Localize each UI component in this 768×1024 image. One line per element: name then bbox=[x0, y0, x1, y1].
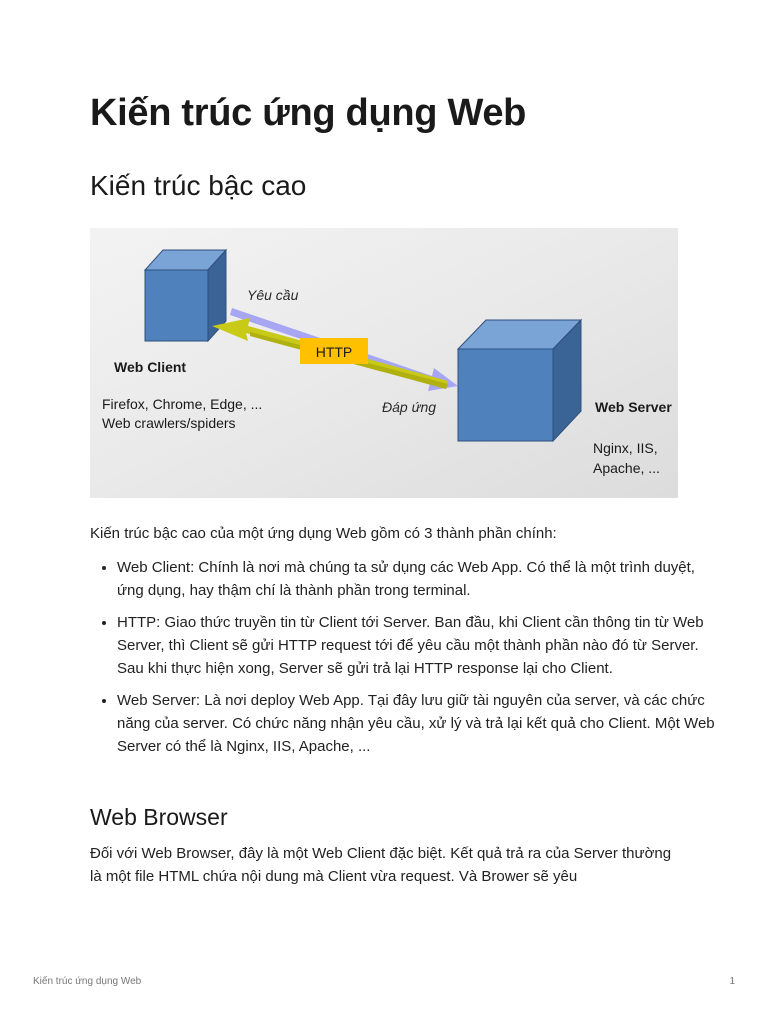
server-examples-line2: Apache, ... bbox=[593, 460, 660, 476]
request-label: Yêu cầu bbox=[247, 287, 299, 303]
http-label: HTTP bbox=[315, 344, 353, 360]
footer-title: Kiến trúc ứng dụng Web bbox=[33, 976, 142, 987]
server-cube bbox=[458, 320, 581, 441]
list-item: • HTTP: Giao thức truyền tin từ Client tới Server. Ban đầu, khi Client cần thông tin từ Web Server, thì Client sẽ gửi HTTP request tới để yêu cầu một thành phần nào đó từ Server. Sau khi thực hiện xong, Server sẽ gửi trả lại HTTP response lại cho Client. bbox=[117, 611, 717, 680]
client-examples-line1: Firefox, Chrome, Edge, ... bbox=[102, 396, 263, 412]
component-list bbox=[90, 556, 717, 767]
client-label: Web Client bbox=[114, 359, 187, 375]
page-title: Kiến trúc ứng dụng Web bbox=[90, 92, 527, 134]
section-heading: Web Browser bbox=[90, 804, 228, 830]
list-item: • Web Server: Là nơi deploy Web App. Tại đây lưu giữ tài nguyên của server, và các chức năng của server. Có chức năng nhận yêu cầu, xử lý và trả lại kết quả cho Client. Một Web Server có thể là Nginx, IIS, Apache, ... bbox=[117, 689, 717, 758]
server-examples-line1: Nginx, IIS, bbox=[593, 440, 658, 456]
response-label: Đáp ứng bbox=[382, 399, 437, 415]
section-title: Kiến trúc bậc cao bbox=[90, 170, 307, 201]
http-protocol-box bbox=[300, 338, 368, 364]
architecture-diagram bbox=[90, 228, 678, 498]
client-cube bbox=[145, 250, 226, 341]
client-examples-line2: Web crawlers/spiders bbox=[102, 415, 236, 431]
intro-paragraph: Kiến trúc bậc cao của một ứng dụng Web gồm có 3 thành phần chính: bbox=[90, 525, 557, 542]
section-paragraph: Đối với Web Browser, đây là một Web Client đặc biệt. Kết quả trả ra của Server thường là một file HTML chứa nội dung mà Client vừa request. Và Brower sẽ yêu bbox=[90, 845, 672, 885]
diagram-svg bbox=[90, 228, 678, 498]
page-number: 1 bbox=[729, 976, 735, 987]
server-label: Web Server bbox=[595, 399, 672, 415]
list-item: • Web Client: Chính là nơi mà chúng ta sử dụng các Web App. Có thể là một trình duyệt, ứng dụng, hay thậm chí là thành phần trong terminal. bbox=[117, 556, 717, 602]
